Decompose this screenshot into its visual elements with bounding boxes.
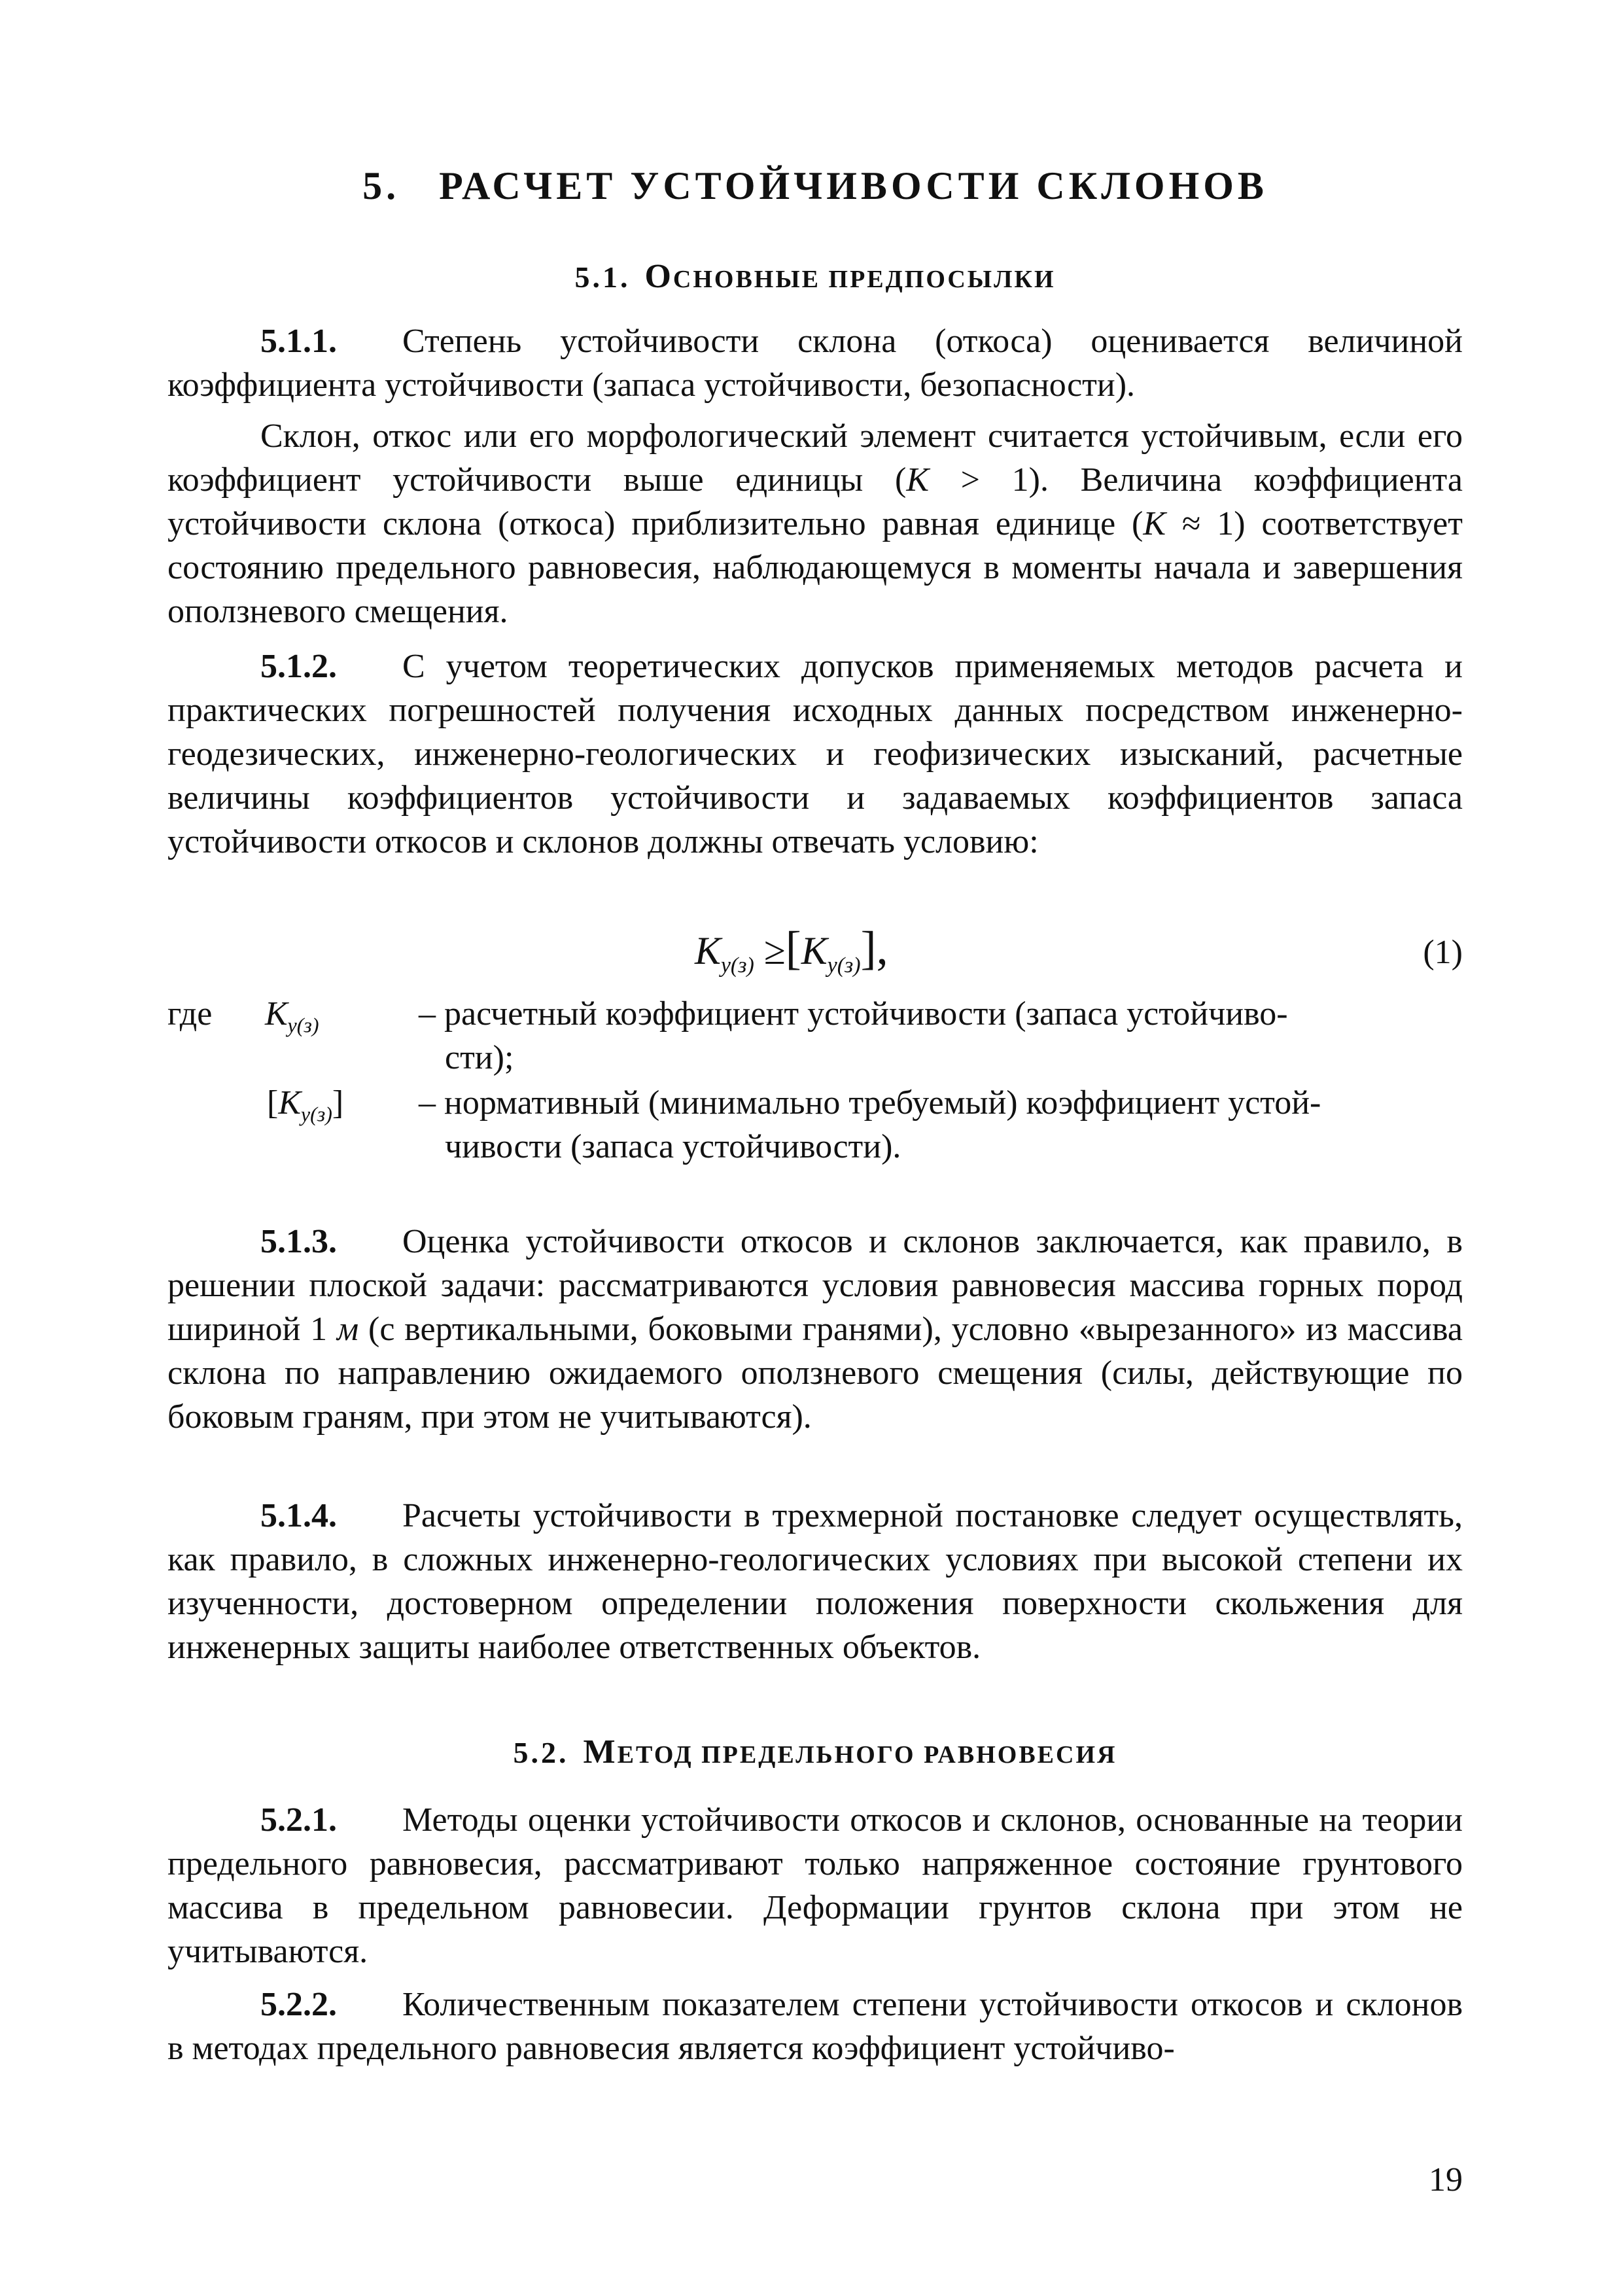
formula-bracket: [ bbox=[785, 922, 801, 974]
section-number: 5.1. bbox=[574, 260, 631, 294]
section-number: 5.2. bbox=[513, 1736, 569, 1769]
symbol-bracket: [ bbox=[267, 1084, 279, 1122]
clause-number: 5.2.1. bbox=[260, 1801, 337, 1839]
section-title-rest: ЕТОД ПРЕДЕЛЬНОГО РАВНОВЕСИЯ bbox=[617, 1741, 1117, 1769]
legend-desc-line: – расчетный коэффициент устойчивости (запаса устойчиво- bbox=[419, 995, 1288, 1033]
legend-symbol bbox=[267, 1081, 343, 1136]
legend-description bbox=[419, 992, 1463, 1080]
legend-item-1 bbox=[167, 992, 1463, 1084]
text-part: > 1). Величина коэффициента устойчивости склона (откоса) приблизительно равная единице ( bbox=[167, 461, 1463, 542]
formula-k: К bbox=[695, 929, 721, 972]
paragraph-text: Методы оценки устойчивости откосов и склонов, основанные на теории предельного равновесия, рассматривают только напряженное состояние грунтового массива в предельном равновесии. Деформации грунтов склона при этом не учитываются. bbox=[167, 1801, 1463, 1970]
symbol-subscript: у(з) bbox=[300, 1102, 332, 1126]
paragraph-5-1-4 bbox=[167, 1494, 1463, 1669]
clause-number: 5.1.3. bbox=[260, 1223, 337, 1260]
page-number: 19 bbox=[1429, 2161, 1463, 2199]
formula-1 bbox=[167, 921, 1463, 980]
formula-subscript: у(з) bbox=[720, 953, 754, 978]
legend-item-2 bbox=[167, 1081, 1463, 1173]
paragraph-slope-stability bbox=[167, 414, 1463, 633]
clause-number: 5.1.2. bbox=[260, 648, 337, 685]
symbol-subscript: у(з) bbox=[287, 1013, 319, 1037]
formula-k: К bbox=[801, 929, 828, 972]
section-first-letter: М bbox=[583, 1733, 618, 1771]
paragraph-text: С учетом теоретических допусков применяемых методов расчета и практических погрешностей получения исходных данных посредством инженерно-геодезических, инженерно-геологических и геофизических изысканий, расчетные величины коэффициентов устойчивости и задаваемых коэффициентов запаса устойчивости откосов и склонов должны отвечать условию: bbox=[167, 648, 1463, 860]
chapter-title-text: РАСЧЕТ УСТОЙЧИВОСТИ СКЛОНОВ bbox=[439, 164, 1268, 207]
section-first-letter: О bbox=[644, 258, 673, 295]
legend-desc-line: – нормативный (минимально требуемый) коэффициент устой- bbox=[419, 1084, 1321, 1122]
legend-symbol bbox=[265, 992, 319, 1047]
formula-expression bbox=[695, 921, 888, 978]
paragraph-text: Степень устойчивости склона (откоса) оценивается величиной коэффициента устойчивости (запаса устойчивости, безопасности). bbox=[167, 323, 1463, 404]
section-heading-5-2 bbox=[167, 1733, 1463, 1771]
clause-number: 5.2.2. bbox=[260, 1986, 337, 2023]
legend-desc-cont: сти); bbox=[445, 1039, 514, 1076]
paragraph-5-1-3 bbox=[167, 1220, 1463, 1439]
text-part: ≈ 1) соответствует состоянию предельного равновесия, наблюдающемуся в моменты начала и завершения оползневого смещения. bbox=[167, 505, 1463, 630]
text-part: Склон, откос или его морфологический элемент считается устойчивым, если его коэффициент устойчивости выше единицы ( bbox=[167, 417, 1463, 499]
clause-number: 5.1.4. bbox=[260, 1497, 337, 1534]
paragraph-5-2-1 bbox=[167, 1798, 1463, 1973]
symbol-k: К bbox=[906, 461, 929, 499]
equation-number: (1) bbox=[1423, 934, 1463, 971]
chapter-title bbox=[167, 164, 1463, 209]
text-part: Оценка устойчивости откосов и склонов заключается, как правило, в решении плоской задачи: рассматриваются условия равновесия массива горных пород шириной 1 bbox=[167, 1223, 1463, 1348]
symbol-k: К bbox=[265, 995, 288, 1033]
formula-subscript: у(з) bbox=[827, 953, 861, 978]
clause-number: 5.1.1. bbox=[260, 323, 337, 360]
formula-bracket: ], bbox=[860, 922, 888, 974]
paragraph-5-1-1 bbox=[167, 319, 1463, 407]
legend-desc-cont: чивости (запаса устойчивости). bbox=[445, 1128, 901, 1165]
symbol-k: К bbox=[1143, 505, 1166, 542]
symbol-bracket: ] bbox=[332, 1084, 344, 1122]
paragraph-text: Расчеты устойчивости в трехмерной постановке следует осуществлять, как правило, в сложных инженерно-геологических условиях при высокой степени их изученности, достоверном определении положения поверхности скольжения для инженерных защиты наиболее ответственных объектов. bbox=[167, 1497, 1463, 1666]
formula-operator: ≥ bbox=[763, 929, 786, 972]
legend-where: где bbox=[167, 995, 213, 1033]
chapter-number: 5. bbox=[362, 164, 400, 207]
unit-m: м bbox=[337, 1311, 359, 1348]
document-page bbox=[167, 0, 1463, 2296]
text-part: (с вертикальными, боковыми гранями), условно «вырезанного» из массива склона по направлению ожидаемого оползневого смещения (силы, действующие по боковым граням, при этом не учитываются). bbox=[167, 1311, 1463, 1436]
section-title-rest: СНОВНЫЕ ПРЕДПОСЫЛКИ bbox=[672, 266, 1056, 293]
paragraph-5-1-2 bbox=[167, 645, 1463, 864]
paragraph-text: Количественным показателем степени устойчивости откосов и склонов в методах предельного равновесия является коэффициент устойчиво- bbox=[167, 1986, 1463, 2067]
section-heading-5-1 bbox=[167, 257, 1463, 296]
legend-description bbox=[419, 1081, 1463, 1169]
symbol-k: К bbox=[278, 1084, 301, 1122]
paragraph-5-2-2 bbox=[167, 1983, 1463, 2070]
